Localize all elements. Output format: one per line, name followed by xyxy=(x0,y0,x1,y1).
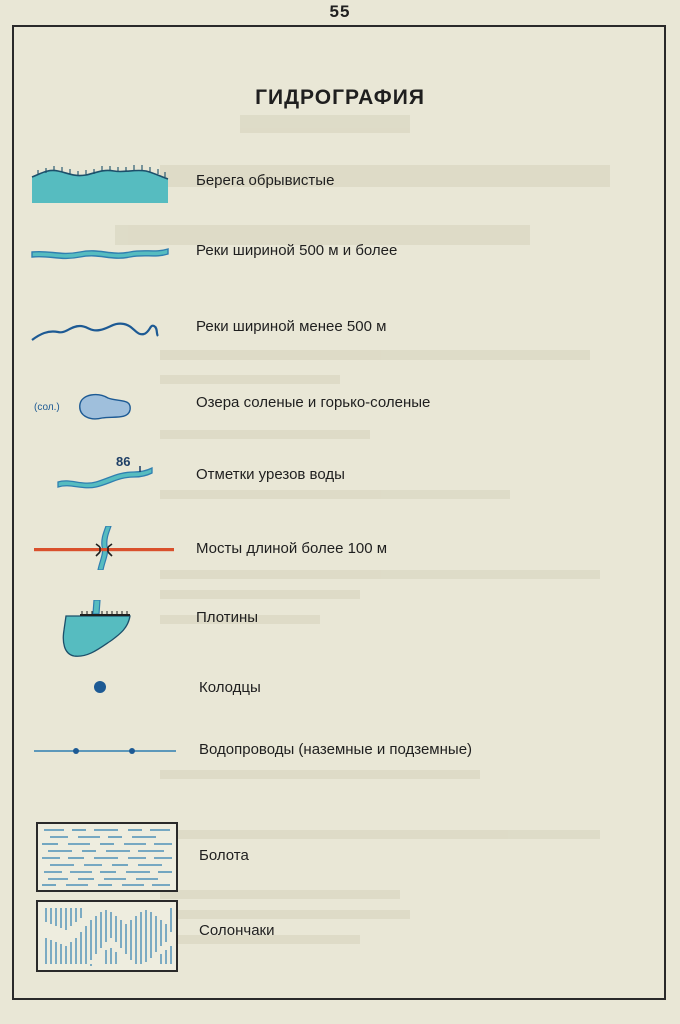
salt-lake-symbol-text: (сол.) xyxy=(34,402,60,413)
steep-bank-icon xyxy=(30,163,170,205)
legend-label-dam: Плотины xyxy=(196,609,259,626)
well-icon xyxy=(93,680,107,694)
legend-label-salt-marsh: Солончаки xyxy=(199,922,275,939)
legend-label-salt-lake: Озера соленые и горько-соленые xyxy=(196,394,431,411)
water-level-symbol-text: 86 xyxy=(116,454,131,469)
water-pipeline-icon xyxy=(34,744,176,758)
legend-label-wide-river: Реки шириной 500 м и более xyxy=(196,242,398,259)
bridge-icon xyxy=(34,526,174,570)
salt-marsh-icon xyxy=(38,902,176,970)
section-title: ГИДРОГРАФИЯ xyxy=(255,86,425,109)
legend-label-narrow-river: Реки шириной менее 500 м xyxy=(196,318,387,335)
dam-icon xyxy=(60,600,134,660)
page-number: 55 xyxy=(329,2,351,21)
salt-marsh-box xyxy=(36,900,178,972)
salt-lake-icon xyxy=(74,390,136,424)
legend-label-swamp: Болота xyxy=(199,847,249,864)
legend-label-well: Колодцы xyxy=(199,679,261,696)
legend-label-water-pipeline: Водопроводы (наземные и подземные) xyxy=(199,741,473,758)
swamp-icon xyxy=(38,824,176,890)
legend-label-bridge: Мосты длиной более 100 м xyxy=(196,540,388,557)
narrow-river-icon xyxy=(30,312,160,346)
water-level-mark-icon xyxy=(56,460,156,492)
swamp-box xyxy=(36,822,178,892)
wide-river-icon xyxy=(30,240,170,262)
legend-label-steep-bank: Берега обрывистые xyxy=(196,172,335,189)
legend-label-water-level-mark: Отметки урезов воды xyxy=(196,466,345,483)
